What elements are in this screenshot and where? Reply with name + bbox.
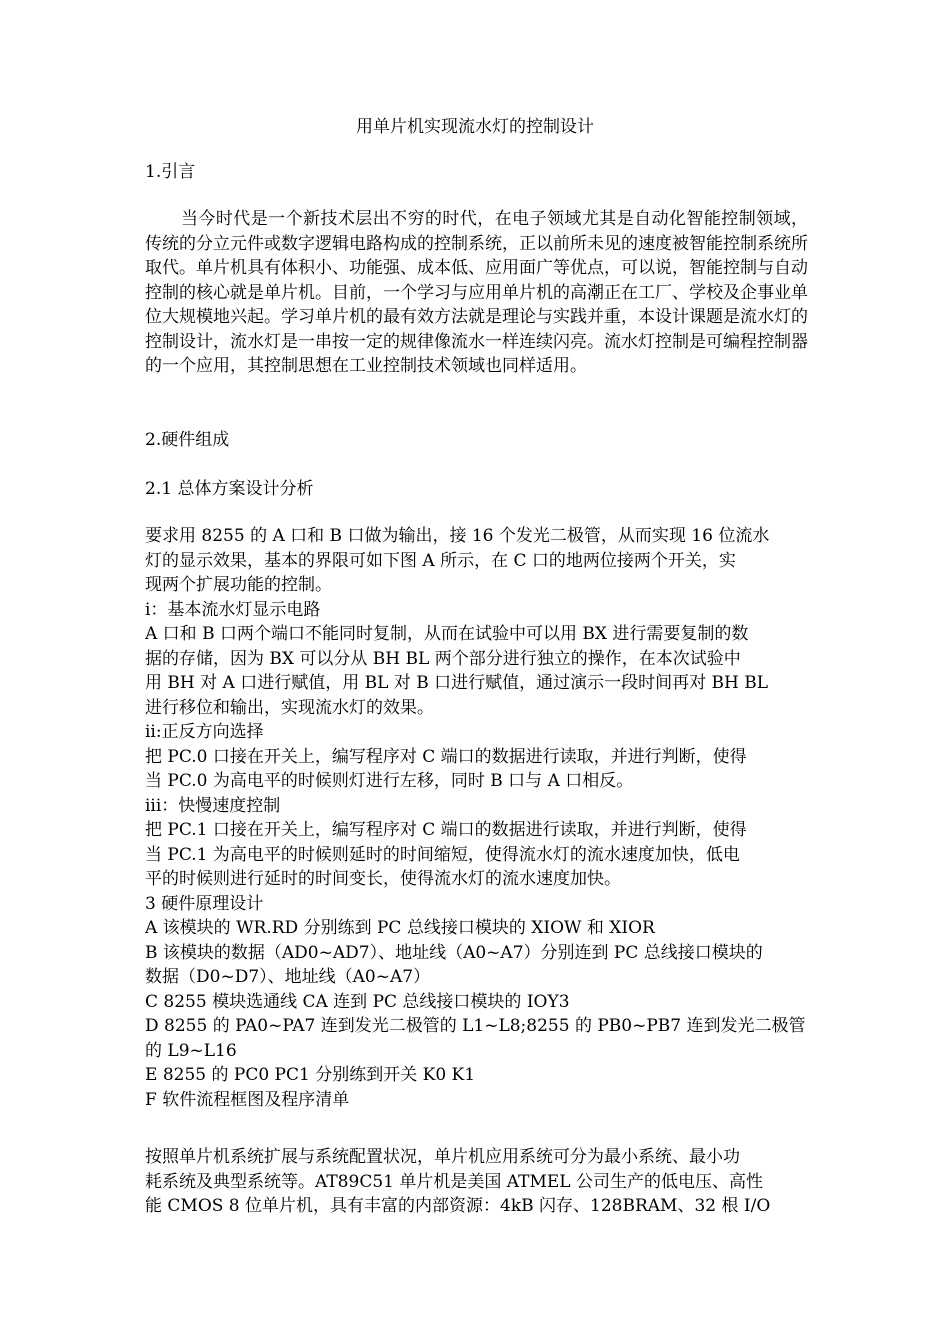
text-line: ii:正反方向选择	[145, 722, 264, 742]
section-heading-introduction: 1.引言	[145, 162, 196, 182]
text-line: 用 BH 对 A 口进行赋值，用 BL 对 B 口进行赋值，通过演示一段时间再对 BH BL	[145, 673, 769, 693]
text-line: 要求用 8255 的 A 口和 B 口做为输出，接 16 个发光二极管，从而实现 16 位流水	[145, 526, 770, 546]
text-line: 平的时候则进行延时的时间变长，使得流水灯的流水速度加快。	[145, 869, 621, 889]
text-line: i：基本流水灯显示电路	[145, 599, 321, 620]
text-line: 能 CMOS 8 位单片机，具有丰富的内部资源：4kB 闪存、128BRAM、32 根 I/O	[145, 1196, 771, 1216]
text-line: C 8255 模块选通线 CA 连到 PC 总线接口模块的 IOY3	[145, 991, 570, 1012]
text-line: 把 PC.1 口接在开关上，编写程序对 C 端口的数据进行读取，并进行判断，使得	[145, 820, 747, 840]
text-line: 按照单片机系统扩展与系统配置状况，单片机应用系统可分为最小系统、最小功	[145, 1147, 740, 1167]
introduction-paragraph: 当今时代是一个新技术层出不穷的时代，在电子领域尤其是自动化智能控制领域，传统的分立元件或数字逻辑电路构成的控制系统，正以前所未见的速度被智能控制系统所取代。单片机具有体积小、功能强、成本低、应用面广等优点，可以说，智能控制与自动控制的核心就是单片机。目前，一个学习与应用单片机的高潮正在工厂、学校及企事业单位大规模地兴起。学习单片机的最有效方法就是理论与实践并重，本设计课题是流水灯的控制设计，流水灯是一串按一定的规律像流水一样连续闪亮。流水灯控制是可编程控制器的一个应用，其控制思想在工业控制技术领域也同样适用。	[145, 209, 808, 376]
document-title: 用单片机实现流水灯的控制设计	[356, 117, 594, 137]
text-line: 现两个扩展功能的控制。	[145, 575, 332, 595]
text-line: 当 PC.0 为高电平的时候则灯进行左移，同时 B 口与 A 口相反。	[145, 771, 634, 791]
text-line: 数据（D0~D7）、地址线（A0~A7）	[145, 967, 431, 987]
text-line: 把 PC.0 口接在开关上，编写程序对 C 端口的数据进行读取，并进行判断，使得	[145, 746, 747, 767]
text-line: 灯的显示效果，基本的界限可如下图 A 所示，在 C 口的地两位接两个开关，实	[145, 550, 736, 571]
system-description-block	[145, 1145, 808, 1219]
text-line: 进行移位和输出，实现流水灯的效果。	[145, 697, 434, 718]
text-line: 据的存储，因为 BX 可以分从 BH BL 两个部分进行独立的操作，在本次试验中	[145, 648, 741, 669]
text-line: 耗系统及典型系统等。AT89C51 单片机是美国 ATMEL 公司生产的低电压、高性	[145, 1171, 763, 1192]
text-line: F 软件流程框图及程序清单	[145, 1089, 350, 1110]
text-line: A 该模块的 WR.RD 分别练到 PC 总线接口模块的 XIOW 和 XIOR	[145, 918, 655, 938]
design-analysis-block	[145, 524, 808, 1112]
section-heading-overall-design: 2.1 总体方案设计分析	[145, 479, 314, 499]
text-line: B 该模块的数据（AD0~AD7）、地址线（A0~A7）分别连到 PC 总线接口模块的	[145, 942, 763, 963]
text-line: 当 PC.1 为高电平的时候则延时的时间缩短，使得流水灯的流水速度加快，低电	[145, 844, 740, 865]
section-heading-hardware: 2.硬件组成	[145, 430, 230, 450]
text-line: 3 硬件原理设计	[145, 893, 264, 914]
text-line: 的 L9~L16	[145, 1040, 237, 1061]
text-line: A 口和 B 口两个端口不能同时复制，从而在试验中可以用 BX 进行需要复制的数	[145, 624, 749, 644]
text-line: E 8255 的 PC0 PC1 分别练到开关 K0 K1	[145, 1065, 476, 1085]
text-line: iii：快慢速度控制	[145, 795, 281, 816]
text-line: D 8255 的 PA0~PA7 连到发光二极管的 L1~L8;8255 的 PB0~PB7 连到发光二极管	[145, 1016, 806, 1036]
